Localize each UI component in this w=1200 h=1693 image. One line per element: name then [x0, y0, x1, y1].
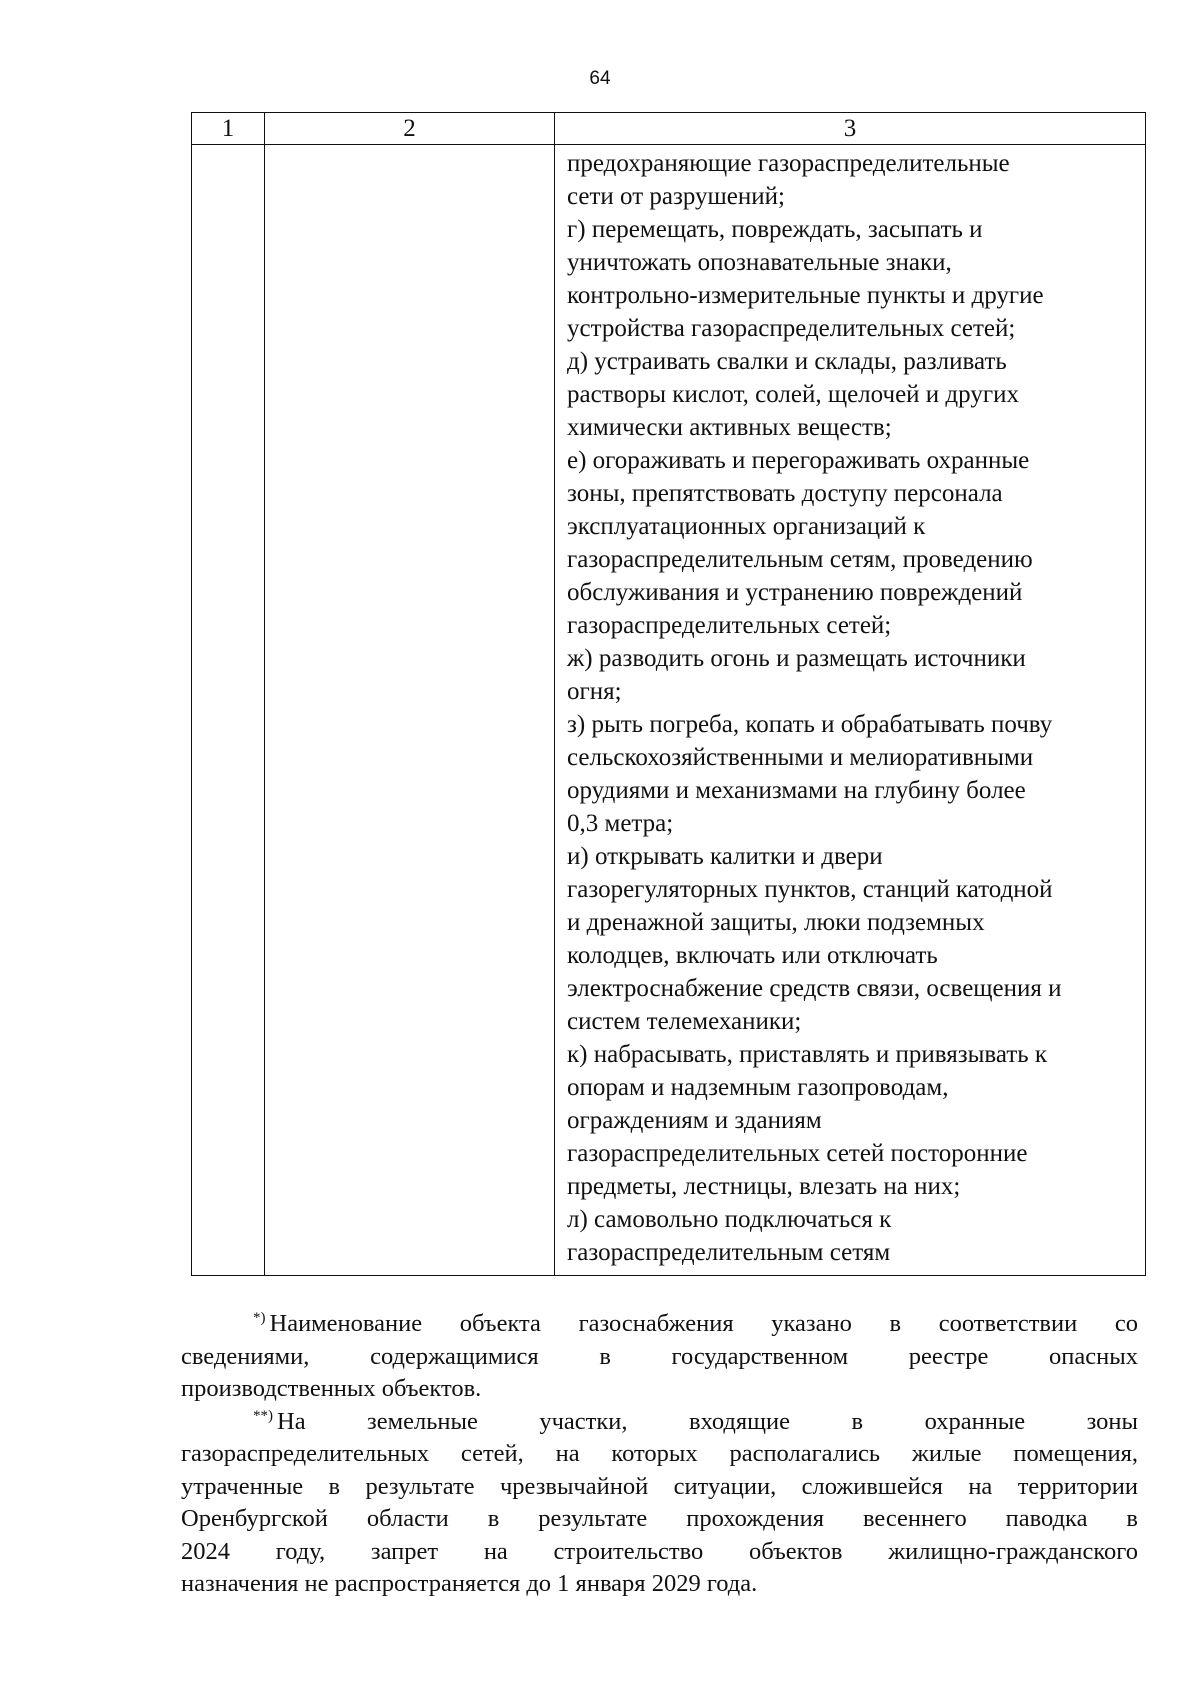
cell-text-line: л) самовольно подключаться к: [567, 1206, 892, 1233]
cell-text-line: огня;: [567, 678, 622, 705]
column-header-2: 2: [265, 113, 555, 145]
cell-text-line: газораспределительных сетей;: [567, 612, 892, 639]
footnote-line: [181, 1308, 1138, 1341]
cell-text-line: уничтожать опознавательные знаки,: [567, 249, 952, 276]
cell-text-line: эксплуатационных организаций к: [567, 513, 926, 540]
footnote-line: сведениями, содержащимися в государственном реестре опасных: [181, 1342, 1138, 1370]
cell-text-line: устройства газораспределительных сетей;: [567, 315, 1016, 342]
footnote-2: [181, 1406, 1138, 1601]
cell-text-line: сельскохозяйственными и мелиоративными: [567, 744, 1034, 771]
footnote-line: [181, 1406, 1138, 1439]
page-number: 64: [589, 68, 611, 89]
footnote-text: На земельные участки, входящие в охранные зоны: [277, 1407, 1138, 1435]
column-header-3: 3: [555, 113, 1146, 145]
cell-text-line: колодцев, включать или отключать: [567, 942, 938, 969]
cell-text-line: д) устраивать свалки и склады, разливать: [567, 348, 1007, 375]
footnote-text: Наименование объекта газоснабжения указано в соответствии со: [269, 1310, 1138, 1337]
cell-text-line: обслуживания и устранению повреждений: [567, 579, 1023, 606]
cell-text-line: газораспределительным сетям, проведению: [567, 546, 1033, 573]
cell-text-line: к) набрасывать, приставлять и привязывать к: [567, 1041, 1048, 1068]
cell-text-line: ж) разводить огонь и размещать источники: [567, 645, 1026, 672]
footnote-line: Оренбургской области в результате прохождения весеннего паводка в: [181, 1505, 1138, 1532]
requirements-table: [191, 112, 1146, 1276]
table-cell-col3: [555, 145, 1146, 1276]
cell-text-line: орудиями и механизмами на глубину более: [567, 777, 1026, 804]
cell-text-line: сети от разрушений;: [567, 183, 785, 210]
cell-text-line: е) огораживать и перегораживать охранные: [567, 447, 1030, 474]
table-cell-col2: [265, 145, 555, 1276]
cell-text-line: 0,3 метра;: [567, 810, 674, 837]
footnote-line: газораспределительных сетей, на которых располагались жилые помещения,: [181, 1440, 1138, 1467]
cell-text-line: электроснабжение средств связи, освещения и: [567, 975, 1062, 1002]
footnote-1: [181, 1308, 1138, 1406]
cell-text-line: контрольно-измерительные пункты и другие: [567, 282, 1044, 309]
table-header-row: [192, 113, 1146, 145]
cell-text-line: опорам и надземным газопроводам,: [567, 1074, 949, 1101]
footnote-line: производственных объектов.: [181, 1375, 482, 1402]
footnote-marker: **): [253, 1407, 273, 1424]
table-row: [192, 145, 1146, 1276]
cell-text-line: ограждениям и зданиям: [567, 1107, 822, 1134]
cell-text-line: систем телемеханики;: [567, 1008, 802, 1035]
table-cell-col1: [192, 145, 265, 1276]
footnote-line: назначения не распространяется до 1 января 2029 года.: [181, 1570, 758, 1597]
cell-text-line: г) перемещать, повреждать, засыпать и: [567, 216, 983, 243]
footnotes: [181, 1308, 1138, 1601]
cell-text-line: зоны, препятствовать доступу персонала: [567, 480, 1003, 507]
footnote-line: 2024 году, запрет на строительство объектов жилищно-гражданского: [181, 1537, 1138, 1565]
cell-text-line: и дренажной защиты, люки подземных: [567, 909, 985, 936]
cell-text-line: предметы, лестницы, влезать на них;: [567, 1173, 961, 1200]
cell-text-line: предохраняющие газораспределительные: [567, 150, 1010, 177]
cell-text-line: газораспределительных сетей посторонние: [567, 1140, 1028, 1167]
cell-text-line: газораспределительным сетям: [567, 1239, 891, 1266]
cell-text-line: химически активных веществ;: [567, 414, 892, 441]
column-header-1: 1: [192, 113, 265, 145]
cell-text-line: газорегуляторных пунктов, станций катодной: [567, 876, 1053, 903]
cell-text-line: з) рыть погреба, копать и обрабатывать почву: [567, 711, 1053, 738]
cell-text-line: и) открывать калитки и двери: [567, 843, 883, 870]
footnote-marker: *): [253, 1310, 266, 1326]
cell-text-line: растворы кислот, солей, щелочей и других: [567, 381, 1019, 408]
footnote-line: утраченные в результате чрезвычайной ситуации, сложившейся на территории: [181, 1472, 1138, 1500]
